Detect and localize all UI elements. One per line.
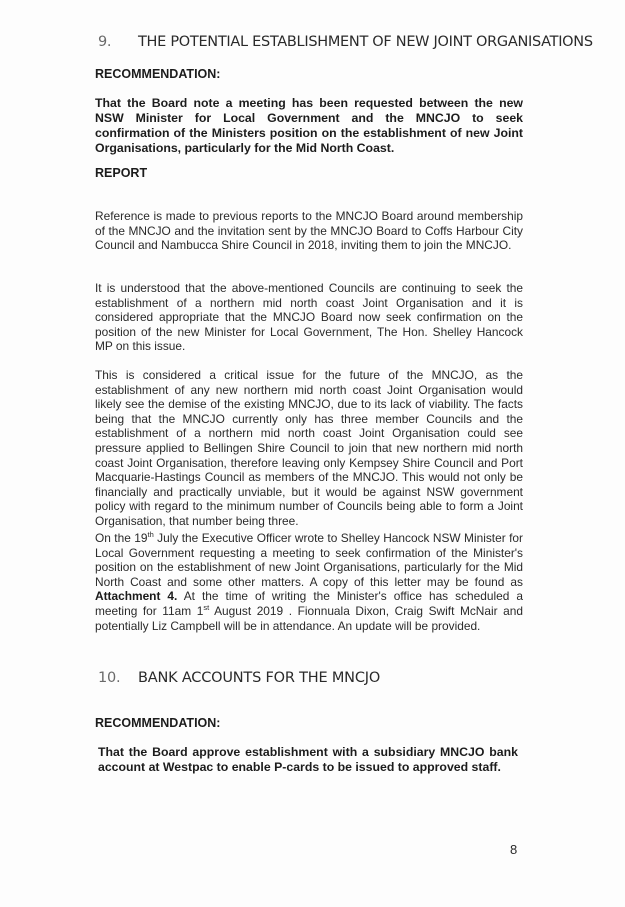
section-10-recommendation-label: RECOMMENDATION: bbox=[95, 716, 221, 730]
report-paragraph-3: This is considered a critical issue for the future of the MNCJO, as the establishment of any new northern mid north coast Joint Organisation would likely see the demise of the existing MNCJO, due to its lack of viability. The facts being that the MNCJO currently only has three member Councils and the establishment of a northern mid north coast Joint Organisation could see pressure applied to Bellingen Shire Council to join that new northern mid north coast Joint Organisation, therefore leaving only Kempsey Shire Council and Port Macquarie-Hastings Council as members of the MNCJO. This would not only be financially and practically unviable, but it would be against NSW government policy with regard to the minimum number of Councils being able to form a Joint Organisation, that number being three. bbox=[95, 368, 523, 528]
page-number: 8 bbox=[510, 842, 518, 857]
report-paragraph-2: It is understood that the above-mentioned Councils are continuing to seek the establishment of a northern mid north coast Joint Organisation and it is considered appropriate that the MNCJO Board now seek confirmation on the position of the new Minister for Local Government, The Hon. Shelley Hancock MP on this issue. bbox=[95, 281, 523, 354]
attachment-reference: Attachment 4. bbox=[95, 589, 178, 604]
report-paragraph-4 bbox=[95, 531, 523, 633]
section-9-heading bbox=[98, 34, 593, 50]
section-9-report-label: REPORT bbox=[95, 166, 148, 180]
section-9-number: 9. bbox=[98, 34, 112, 50]
paragraph-4-text-1: On the 19 bbox=[95, 531, 148, 545]
paragraph-4-text-2: July the Executive Officer wrote to Shelley Hancock NSW Minister for Local Government requesting a meeting to seek confirmation of the Minister's position on the establishment of new Joint Organisations, particularly for the Mid North Coast and some other matters. A copy of this letter may be found as bbox=[95, 531, 523, 589]
paragraph-4-superscript-1: th bbox=[147, 530, 154, 540]
section-10-title: BANK ACCOUNTS FOR THE MNCJO bbox=[138, 670, 381, 686]
section-10-number: 10. bbox=[98, 670, 121, 686]
report-paragraph-1: Reference is made to previous reports to the MNCJO Board around membership of the MNCJO and the invitation sent by the MNCJO Board to Coffs Harbour City Council and Nambucca Shire Council in 2018, inviting them to join the MNCJO. bbox=[95, 209, 523, 253]
paragraph-4-text-3: At the time of writing the Minister's office has scheduled a meeting for 11am 1 bbox=[95, 589, 523, 618]
section-9-recommendation-text: That the Board note a meeting has been requested between the new NSW Minister for Local Government and the MNCJO to seek confirmation of the Ministers position on the establishment of new Joint Organisations, particularly for the Mid North Coast. bbox=[95, 96, 523, 155]
paragraph-4-text-4: August 2019 . Fionnuala Dixon, Craig Swift McNair and potentially Liz Campbell will be in attendance. An update will be provided. bbox=[95, 603, 523, 633]
section-10-heading bbox=[98, 670, 380, 686]
section-9-recommendation-label: RECOMMENDATION: bbox=[95, 67, 221, 81]
section-9-title: THE POTENTIAL ESTABLISHMENT OF NEW JOINT ORGANISATIONS bbox=[138, 34, 593, 50]
section-10-recommendation-text: That the Board approve establishment with a subsidiary MNCJO bank account at Westpac to enable P-cards to be issued to approved staff. bbox=[98, 745, 518, 774]
paragraph-4-superscript-2: st bbox=[203, 603, 210, 612]
